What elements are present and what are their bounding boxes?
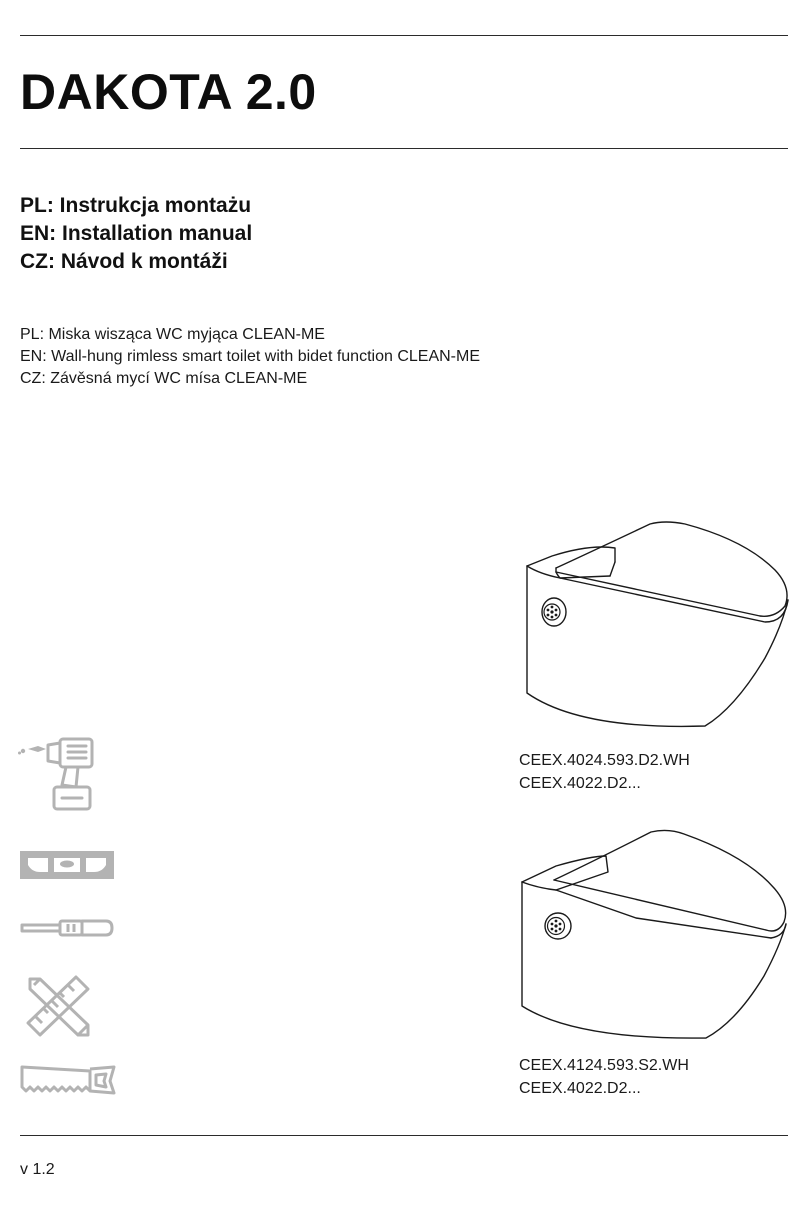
product-description-pl: PL: Miska wisząca WC myjąca CLEAN-ME: [20, 326, 325, 343]
toilet-illustration-2: [516, 826, 790, 1048]
saw-icon: [20, 1063, 118, 1097]
model-code: CEEX.4022.D2...: [519, 775, 641, 792]
pencil-ruler-icon: [26, 975, 92, 1037]
manual-title-en: EN: Installation manual: [20, 222, 253, 245]
footer-divider: [20, 1135, 788, 1136]
version-label: v 1.2: [20, 1161, 55, 1178]
product-description-en: EN: Wall-hung rimless smart toilet with bidet function CLEAN-ME: [20, 348, 480, 365]
model-code: CEEX.4022.D2...: [519, 1080, 641, 1097]
spirit-level-icon: [20, 850, 114, 880]
document-title: DAKOTA 2.0: [20, 64, 317, 120]
model-code: CEEX.4024.593.D2.WH: [519, 752, 690, 769]
title-divider: [20, 148, 788, 149]
manual-title-cz: CZ: Návod k montáži: [20, 250, 228, 273]
model-code: CEEX.4124.593.S2.WH: [519, 1057, 689, 1074]
toilet-illustration-1: [520, 518, 790, 738]
product-description-cz: CZ: Závěsná mycí WC mísa CLEAN-ME: [20, 370, 308, 387]
manual-title-pl: PL: Instrukcja montażu: [20, 194, 252, 217]
flush-button-icon-2: [545, 913, 571, 939]
screwdriver-icon: [20, 916, 114, 940]
top-divider: [20, 35, 788, 36]
flush-button-icon-1: [542, 598, 566, 626]
drill-icon: [18, 735, 98, 813]
